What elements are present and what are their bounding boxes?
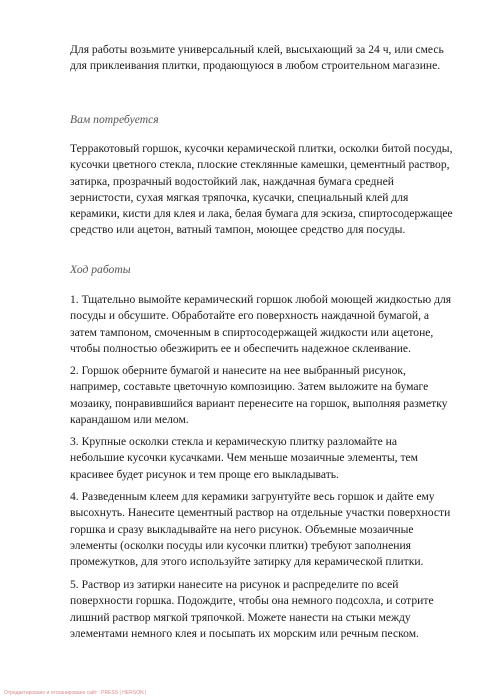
step-1-paragraph: 1. Тщательно вымойте керамический горшок любой моющей жидкостью для посуды и обсушите. Обработайте его поверхность наждачной бумагой, а затем тампоном, смоченным в спиртосодержащей жидкости или ацетоне, чтобы полностью обезжирить ее и обеспечить надежное склеивание. [70, 293, 452, 355]
step-5-paragraph: 5. Раствор из затирки нанесите на рисунок и распределите по всей поверхности горшка. Подождите, чтобы она немного подсохла, и сотрите лишний раствор мягкой тряпочкой. Можете нанести на стыки между элементами немного клея и посыпать их морским или речным песком. [70, 578, 434, 640]
step-2-paragraph: 2. Горшок оберните бумагой и нанесите на нее выбранный рисунок, например, составьте цветочную композицию. Затем выложите на бумаге мозаику, понравившийся вариант перенесите на горшок, выполняя разметку карандашом или мелом. [70, 364, 448, 426]
materials-heading: Вам потребуется [70, 113, 159, 126]
footer-credit: Отредактировано и отсканировано сайт : PRESS | HERSON | [4, 690, 147, 696]
step-4-paragraph: 4. Разведенным клеем для керамики загрунтуйте весь горшок и дайте ему высохнуть. Нанесите цементный раствор на отдельные участки поверхности горшка и сразу выкладывайте на него рисунок. Объемные мозаичные элементы (осколки посуды или кусочки плитки) требуют заполнения промежутков, для этого используйте затирку для керамической плитки. [70, 490, 451, 569]
procedure-heading: Ход работы [70, 263, 131, 276]
materials-paragraph: Терракотовый горшок, кусочки керамической плитки, осколки битой посуды, кусочки цветного стекла, плоские стеклянные камешки, цементный раствор, затирка, прозрачный водостойкий лак, наждачная бумага средней зернистости, сухая мягкая тряпочка, кусачки, специальный клей для керамики, кисти для клея и лака, белая бумага для эскиза, спиртосодержащее средство или ацетон, ватный тампон, моющее средство для посуды. [70, 142, 453, 237]
step-3-paragraph: 3. Крупные осколки стекла и керамическую плитку разломайте на небольшие кусочки кусачками. Чем меньше мозаичные элементы, тем красивее будет рисунок и тем проще его выкладывать. [70, 435, 419, 481]
intro-paragraph: Для работы возьмите универсальный клей, высыхающий за 24 ч, или смесь для приклеивания плитки, продающуюся в любом строительном магазине. [70, 43, 444, 73]
